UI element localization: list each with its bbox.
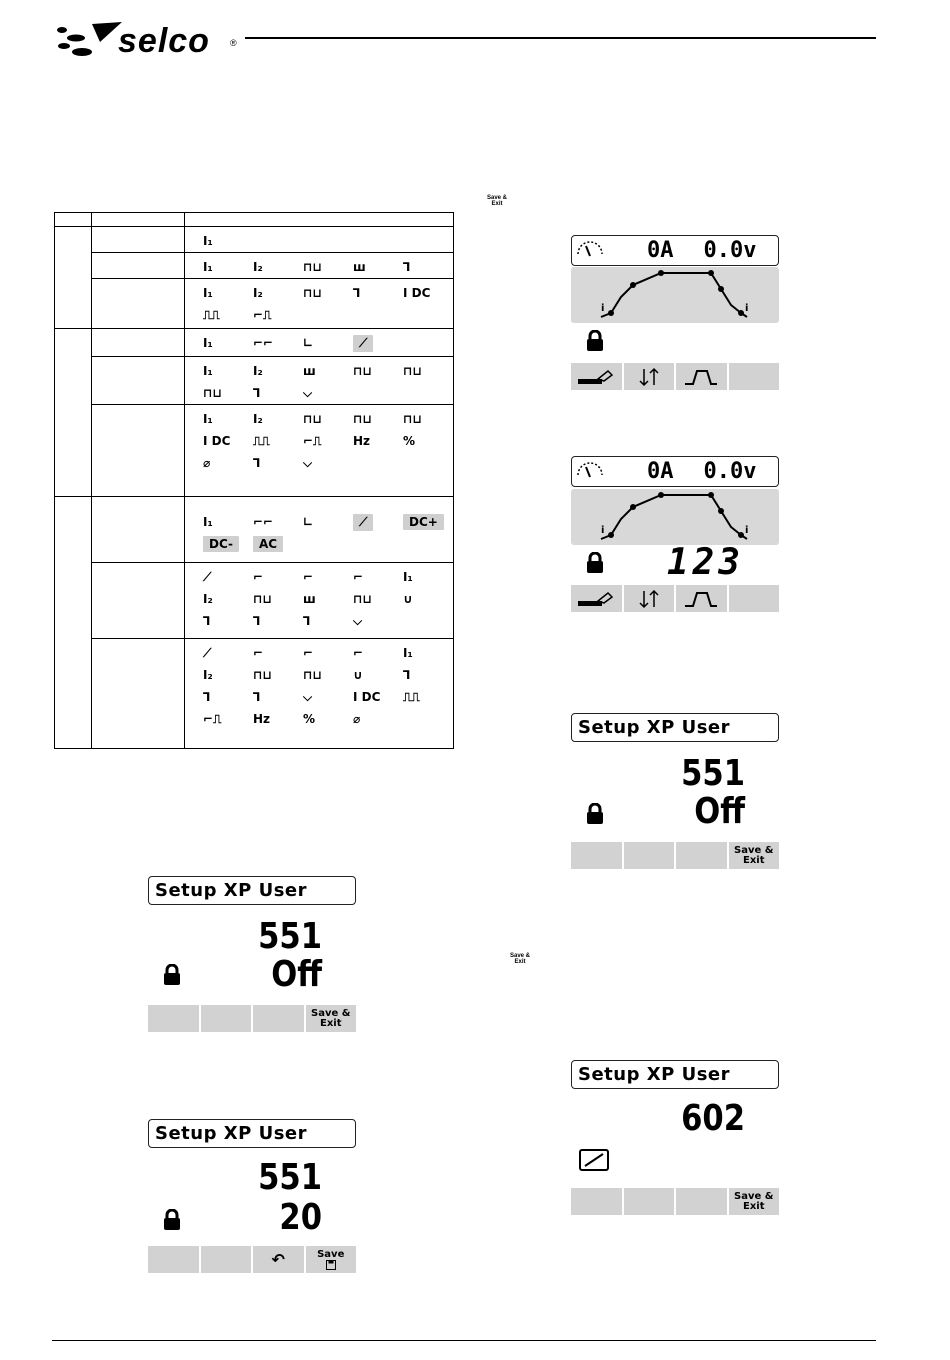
parameter-icon-glyph: I DC [203,434,231,448]
parameter-icon [303,452,353,474]
parameter-icon [203,686,253,708]
parameter-icon [403,360,453,382]
parameter-icon-glyph: ⅂ [253,690,260,704]
parameter-icon-glyph: I₂ [253,364,263,378]
parameter-icon [303,566,353,588]
softkey-bar [148,1005,356,1032]
parameter-icon [203,360,253,382]
parameter-icon [353,664,403,686]
parameter-icon-glyph: ⅂ [403,260,410,274]
torch-icon [576,367,616,387]
parameter-icon-glyph: ⅂ [203,690,210,704]
lcd-panel-setup-4 [571,1060,779,1216]
table-row [55,563,454,639]
pulse-shape-icon [683,590,719,608]
parameter-icon-glyph: I₂ [203,592,213,606]
softkey-2[interactable] [624,1188,677,1215]
parameter-icon [253,566,303,588]
parameter-icon [303,642,353,664]
parameter-icon [203,642,253,664]
parameter-icon [253,642,303,664]
parameter-icon-glyph: DC- [203,536,239,552]
parameter-icon-glyph: ⌐ [303,646,314,660]
save-exit-button[interactable]: Save & Exit [729,842,780,869]
parameter-icon-glyph: I₁ [403,570,413,584]
softkey-bar [148,1246,356,1273]
up-down-arrows-icon [638,589,660,609]
parameter-value: Off [271,954,322,995]
parameter-icon-glyph: I₂ [203,668,213,682]
table-row [55,639,454,749]
current-readout: 0A [647,238,674,263]
table-row [55,227,454,253]
pulse-mode-button[interactable] [676,363,729,390]
softkey-2[interactable] [201,1246,254,1273]
parameter-icon-glyph: ⊓⊔ [303,286,323,300]
parameter-icon [253,708,303,730]
parameter-icon-glyph: I₁ [203,234,213,248]
parameter-icon-glyph: ⟋ [353,335,373,352]
parameter-icon [353,686,403,708]
parameter-icon [303,511,353,533]
parameter-icon [353,708,403,730]
parameter-icon [403,430,453,452]
parameter-icon [303,708,353,730]
parameter-icon-glyph: ⅂ [203,614,210,628]
voltage-readout: 0.0v [703,459,757,484]
parameter-icon-glyph: ⟋ [353,514,373,531]
lock-code-display: 123 [667,542,745,583]
parameter-icon [353,332,403,354]
parameter-icon [253,360,303,382]
parameter-icon [203,588,253,610]
parameter-icon [253,256,303,278]
parameter-icon-glyph: Hz [353,434,371,448]
parameter-icon [203,408,253,430]
parameter-icon-glyph: ⅂ [403,668,410,682]
parameter-icon-glyph: ⌵ [353,613,363,628]
softkey-bar [571,363,779,390]
brand-name: selco [118,22,210,60]
waveform-graph [571,267,779,323]
parameter-icon [203,511,253,533]
parameter-icon-glyph: ⌀ [353,712,361,726]
parameter-icon [303,360,353,382]
parameter-icon-glyph: ⌐⎍ [303,433,322,448]
parameter-icon-glyph: ⌵ [303,455,313,470]
process-button[interactable] [571,585,624,612]
parameter-icon-glyph: ⊓⊔ [303,668,323,682]
parameter-icon [203,256,253,278]
parameter-icon [253,664,303,686]
table-row [55,405,454,497]
parameter-icon [253,332,303,354]
save-exit-mini-label: Save & Exit [510,953,531,965]
parameter-icon-glyph: % [303,712,316,726]
parameter-icon-glyph: ∟ [303,336,314,350]
lock-icon [585,330,605,352]
parameter-icon [403,642,453,664]
parameter-icon [353,610,403,632]
parameter-number: 551 [258,916,322,957]
ramp-icon [579,1149,609,1171]
parameter-icon [303,408,353,430]
parameter-icon-glyph: ꟺ [353,260,366,274]
parameter-icon-glyph: DC+ [403,514,444,530]
parameter-icon-glyph: ⌐ [253,646,264,660]
softkey-4[interactable] [729,585,780,612]
save-button[interactable] [306,1246,357,1273]
parameter-icon-glyph: ⌐⌐ [253,336,274,350]
gauge-icon [575,461,605,483]
parameter-icon-glyph: ∟ [303,515,314,529]
parameter-icon-glyph: ⊓⊔ [353,364,373,378]
measurement-bar [571,456,779,487]
header-rule [245,37,876,39]
registered-mark: ® [230,38,237,48]
parameter-icon [253,382,303,404]
undo-button[interactable]: ↶ [253,1246,306,1273]
parameter-icon-glyph: ⊓⊔ [403,412,423,426]
parameter-icon-glyph: ⌐ [253,570,264,584]
parameter-icon-glyph: ⅂ [253,386,260,400]
parameter-value: 20 [279,1197,322,1238]
parameter-icon [353,282,403,304]
parameter-icon-glyph: ⟋ [203,569,212,584]
parameter-icon [253,304,303,326]
parameter-icon [253,430,303,452]
pulse-shape-icon [683,368,719,386]
table-row [55,357,454,405]
parameter-icon [253,408,303,430]
parameter-icon [403,664,453,686]
softkey-bar [571,842,779,869]
parameter-number: 551 [258,1157,322,1198]
parameter-icon-glyph: ⎍⎍ [403,689,420,704]
parameter-icon-glyph: I₁ [203,515,213,529]
parameter-icon-glyph: ⌐⎍ [203,711,222,726]
parameter-icon-glyph: ꟺ [303,592,316,606]
save-exit-button[interactable]: Save & Exit [729,1188,780,1215]
parameter-icon [203,332,253,354]
parameter-icon [303,664,353,686]
floppy-disk-icon [326,1260,336,1270]
panel-title: Setup XP User [571,1060,779,1089]
parameter-icon [303,332,353,354]
svg-text:i: i [745,525,749,536]
arrows-button[interactable] [624,363,677,390]
panel-title: Setup XP User [571,713,779,742]
parameter-icon [253,282,303,304]
parameter-icon-glyph: ⌐⌐ [253,515,274,529]
softkey-3[interactable] [676,1188,729,1215]
svg-text:i: i [601,525,605,536]
table-row [55,329,454,357]
parameter-icon [303,256,353,278]
softkey-2[interactable] [201,1005,254,1032]
softkey-1[interactable] [571,1188,624,1215]
softkey-bar [571,1188,779,1215]
save-exit-button[interactable]: Save & Exit [306,1005,357,1032]
lcd-panel-waveform-2 [571,456,779,612]
lcd-panel-waveform-1 [571,235,779,391]
softkey-3[interactable] [676,842,729,869]
parameter-icon-glyph: ⎍⎍ [203,307,220,322]
save-label: Save [317,1248,345,1260]
parameter-icon [403,511,453,533]
parameter-icon-glyph: ⊓⊔ [353,592,373,606]
parameter-icon [303,610,353,632]
parameter-icon [353,430,403,452]
parameter-icon-glyph: ⌀ [203,456,211,470]
panel-title: Setup XP User [148,876,356,905]
parameter-icon [203,566,253,588]
parameter-icon-glyph: ⌐ [353,646,364,660]
svg-text:i: i [745,303,749,314]
parameter-icon-glyph: ⅂ [303,614,310,628]
parameter-icon [253,686,303,708]
parameter-icon [203,452,253,474]
parameter-icon [253,533,303,555]
parameter-icon [203,430,253,452]
waveform-graph [571,489,779,545]
parameter-icon-glyph: ⊓⊔ [303,412,323,426]
lock-icon [162,964,182,986]
parameter-icon-glyph: ꟺ [303,364,316,378]
table-row [55,497,454,563]
parameter-icon [203,664,253,686]
lcd-panel-setup-1 [148,876,356,1032]
parameter-icon [353,566,403,588]
current-readout: 0A [647,459,674,484]
softkey-1[interactable] [148,1005,201,1032]
parameter-icon-glyph: I₁ [203,260,213,274]
logo-mark-icon [52,18,122,62]
parameter-icon [403,686,453,708]
parameter-icon-glyph: ⊓⊔ [253,668,273,682]
lock-icon [162,1209,182,1231]
softkey-1[interactable] [148,1246,201,1273]
parameter-icon-glyph: I₁ [403,646,413,660]
parameter-icon [353,511,403,533]
lock-icon [585,803,605,825]
parameter-icon-glyph: ⌐ [353,570,364,584]
parameter-icon [403,566,453,588]
parameter-icon [353,408,403,430]
parameter-icon-glyph: ⅂ [253,614,260,628]
up-down-arrows-icon [638,367,660,387]
table-header-row [55,213,454,227]
parameter-value: Off [694,791,745,832]
parameter-icon-glyph: ⊓⊔ [353,412,373,426]
parameter-icon-glyph: I₁ [203,336,213,350]
parameter-icon [403,408,453,430]
parameter-icon [203,282,253,304]
parameter-icon-glyph: I₁ [203,364,213,378]
pulse-mode-button[interactable] [676,585,729,612]
softkey-bar [571,585,779,612]
parameter-icon [403,256,453,278]
parameter-icon [353,360,403,382]
arrows-button[interactable] [624,585,677,612]
softkey-1[interactable] [571,842,624,869]
parameter-icon [203,382,253,404]
parameter-icon-glyph: ⅂ [253,456,260,470]
voltage-readout: 0.0v [703,238,757,263]
parameter-icon [253,452,303,474]
parameter-icon-glyph: ⌵ [303,689,313,704]
parameter-icon-glyph: % [403,434,416,448]
parameter-icon-glyph: I₂ [253,260,263,274]
parameter-icon [203,533,253,555]
parameter-icon-glyph: I DC [353,690,381,704]
parameter-icon-glyph: ⊓⊔ [303,260,323,274]
save-exit-mini-label: Save & Exit [487,195,508,207]
softkey-4[interactable] [729,363,780,390]
process-button[interactable] [571,363,624,390]
parameter-icon [403,588,453,610]
parameter-icon [253,610,303,632]
parameter-icon-glyph: ⅂ [353,286,360,300]
parameter-number: 602 [681,1098,745,1139]
parameter-icon-glyph: ⎍⎍ [253,433,270,448]
parameter-icon [203,304,253,326]
measurement-bar [571,235,779,266]
parameter-icon-glyph: ∪ [353,668,363,682]
table-row [55,279,454,329]
parameter-icon-glyph: ⊓⊔ [403,364,423,378]
parameter-icon-glyph: ⟋ [203,645,212,660]
parameter-icon [203,610,253,632]
parameter-icon [203,708,253,730]
parameter-icon [303,282,353,304]
parameter-icon-glyph: I DC [403,286,431,300]
parameter-icon-glyph: I₂ [253,412,263,426]
gauge-icon [575,240,605,262]
softkey-3[interactable] [253,1005,306,1032]
parameter-icon [353,642,403,664]
lock-icon [585,552,605,574]
parameter-icon [303,382,353,404]
parameter-icon [203,230,253,252]
waveform-icon [571,267,779,323]
parameter-icon [353,588,403,610]
parameter-icon-glyph: ⊓⊔ [253,592,273,606]
footer-rule [52,1340,876,1341]
parameter-icon [253,588,303,610]
parameter-icon [303,588,353,610]
lcd-panel-setup-3 [571,713,779,869]
parameter-icon-glyph: ⌵ [303,385,313,400]
torch-icon [576,589,616,609]
parameter-icon-glyph: AC [253,536,283,552]
parameter-icon [303,686,353,708]
parameter-icon-glyph: ⌐ [303,570,314,584]
parameter-icon-glyph: Hz [253,712,271,726]
parameter-icon-table [54,212,454,749]
table-row [55,253,454,279]
parameter-icon [403,282,453,304]
parameter-icon-glyph: I₂ [253,286,263,300]
softkey-2[interactable] [624,842,677,869]
parameter-icon [253,511,303,533]
svg-text:i: i [601,303,605,314]
lcd-panel-setup-2 [148,1119,356,1275]
parameter-icon-glyph: ⊓⊔ [203,386,223,400]
parameter-icon-glyph: ∪ [403,592,413,606]
parameter-icon-glyph: I₁ [203,286,213,300]
parameter-number: 551 [681,753,745,794]
waveform-icon [571,489,779,545]
parameter-icon-glyph: I₁ [203,412,213,426]
parameter-icon-glyph: ⌐⎍ [253,307,272,322]
parameter-icon [353,256,403,278]
parameter-icon [303,430,353,452]
panel-title: Setup XP User [148,1119,356,1148]
